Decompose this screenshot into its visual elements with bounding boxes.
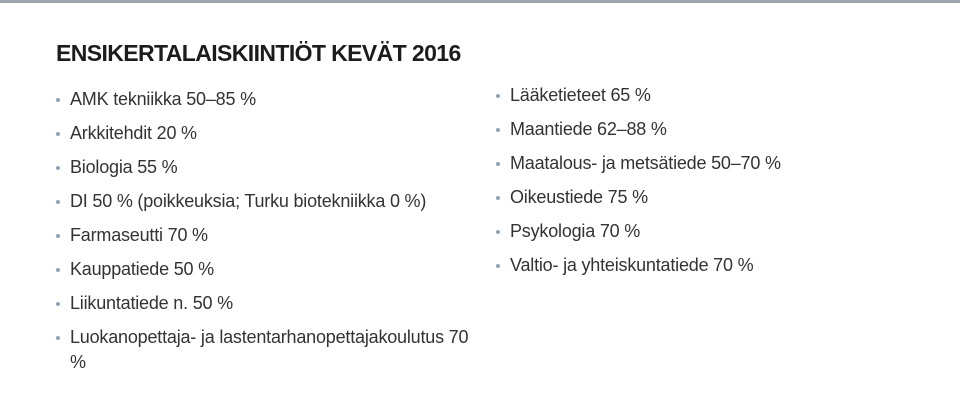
list-item: [496, 185, 936, 210]
list-item: [56, 223, 476, 248]
list-item-text: Farmaseutti 70 %: [70, 225, 208, 245]
list-item-text: Maatalous- ja metsätiede 50–70 %: [510, 153, 781, 173]
bullet-dot-icon: [56, 98, 60, 102]
bullet-dot-icon: [56, 336, 60, 340]
bullet-dot-icon: [56, 132, 60, 136]
list-item: [56, 291, 476, 316]
left-bullet-list: [56, 87, 476, 384]
list-item-text: AMK tekniikka 50–85 %: [70, 89, 256, 109]
list-item-text: Lääketieteet 65 %: [510, 85, 651, 105]
top-rule: [0, 0, 960, 3]
list-item: [496, 83, 936, 108]
list-item: [496, 117, 936, 142]
list-item: [56, 121, 476, 146]
bullet-dot-icon: [496, 162, 500, 166]
bullet-dot-icon: [496, 264, 500, 268]
right-bullet-list: [496, 83, 936, 287]
list-item-text: Kauppatiede 50 %: [70, 259, 214, 279]
list-item: [496, 219, 936, 244]
list-item-text: DI 50 % (poikkeuksia; Turku biotekniikka 0 %): [70, 191, 427, 211]
list-item-text: Biologia 55 %: [70, 157, 178, 177]
list-item-text: Psykologia 70 %: [510, 221, 641, 241]
list-item: [56, 87, 476, 112]
bullet-dot-icon: [496, 230, 500, 234]
list-item: [56, 325, 476, 375]
list-item-text: Oikeustiede 75 %: [510, 187, 648, 207]
bullet-dot-icon: [56, 268, 60, 272]
list-item-text: Valtio- ja yhteiskuntatiede 70 %: [510, 255, 754, 275]
bullet-dot-icon: [496, 196, 500, 200]
list-item-text: Luokanopettaja- ja lastentarhanopettajakoulutus 70 %: [70, 327, 469, 372]
bullet-dot-icon: [56, 302, 60, 306]
list-item-text: Arkkitehdit 20 %: [70, 123, 197, 143]
bullet-dot-icon: [56, 166, 60, 170]
list-item: [56, 189, 476, 214]
bullet-dot-icon: [56, 200, 60, 204]
slide-title: ENSIKERTALAISKIINTIÖT KEVÄT 2016: [56, 40, 461, 66]
bullet-dot-icon: [496, 94, 500, 98]
bullet-dot-icon: [56, 234, 60, 238]
list-item: [56, 155, 476, 180]
list-item: [496, 253, 936, 278]
list-item: [56, 257, 476, 282]
list-item-text: Maantiede 62–88 %: [510, 119, 667, 139]
bullet-dot-icon: [496, 128, 500, 132]
list-item: [496, 151, 936, 176]
list-item-text: Liikuntatiede n. 50 %: [70, 293, 233, 313]
